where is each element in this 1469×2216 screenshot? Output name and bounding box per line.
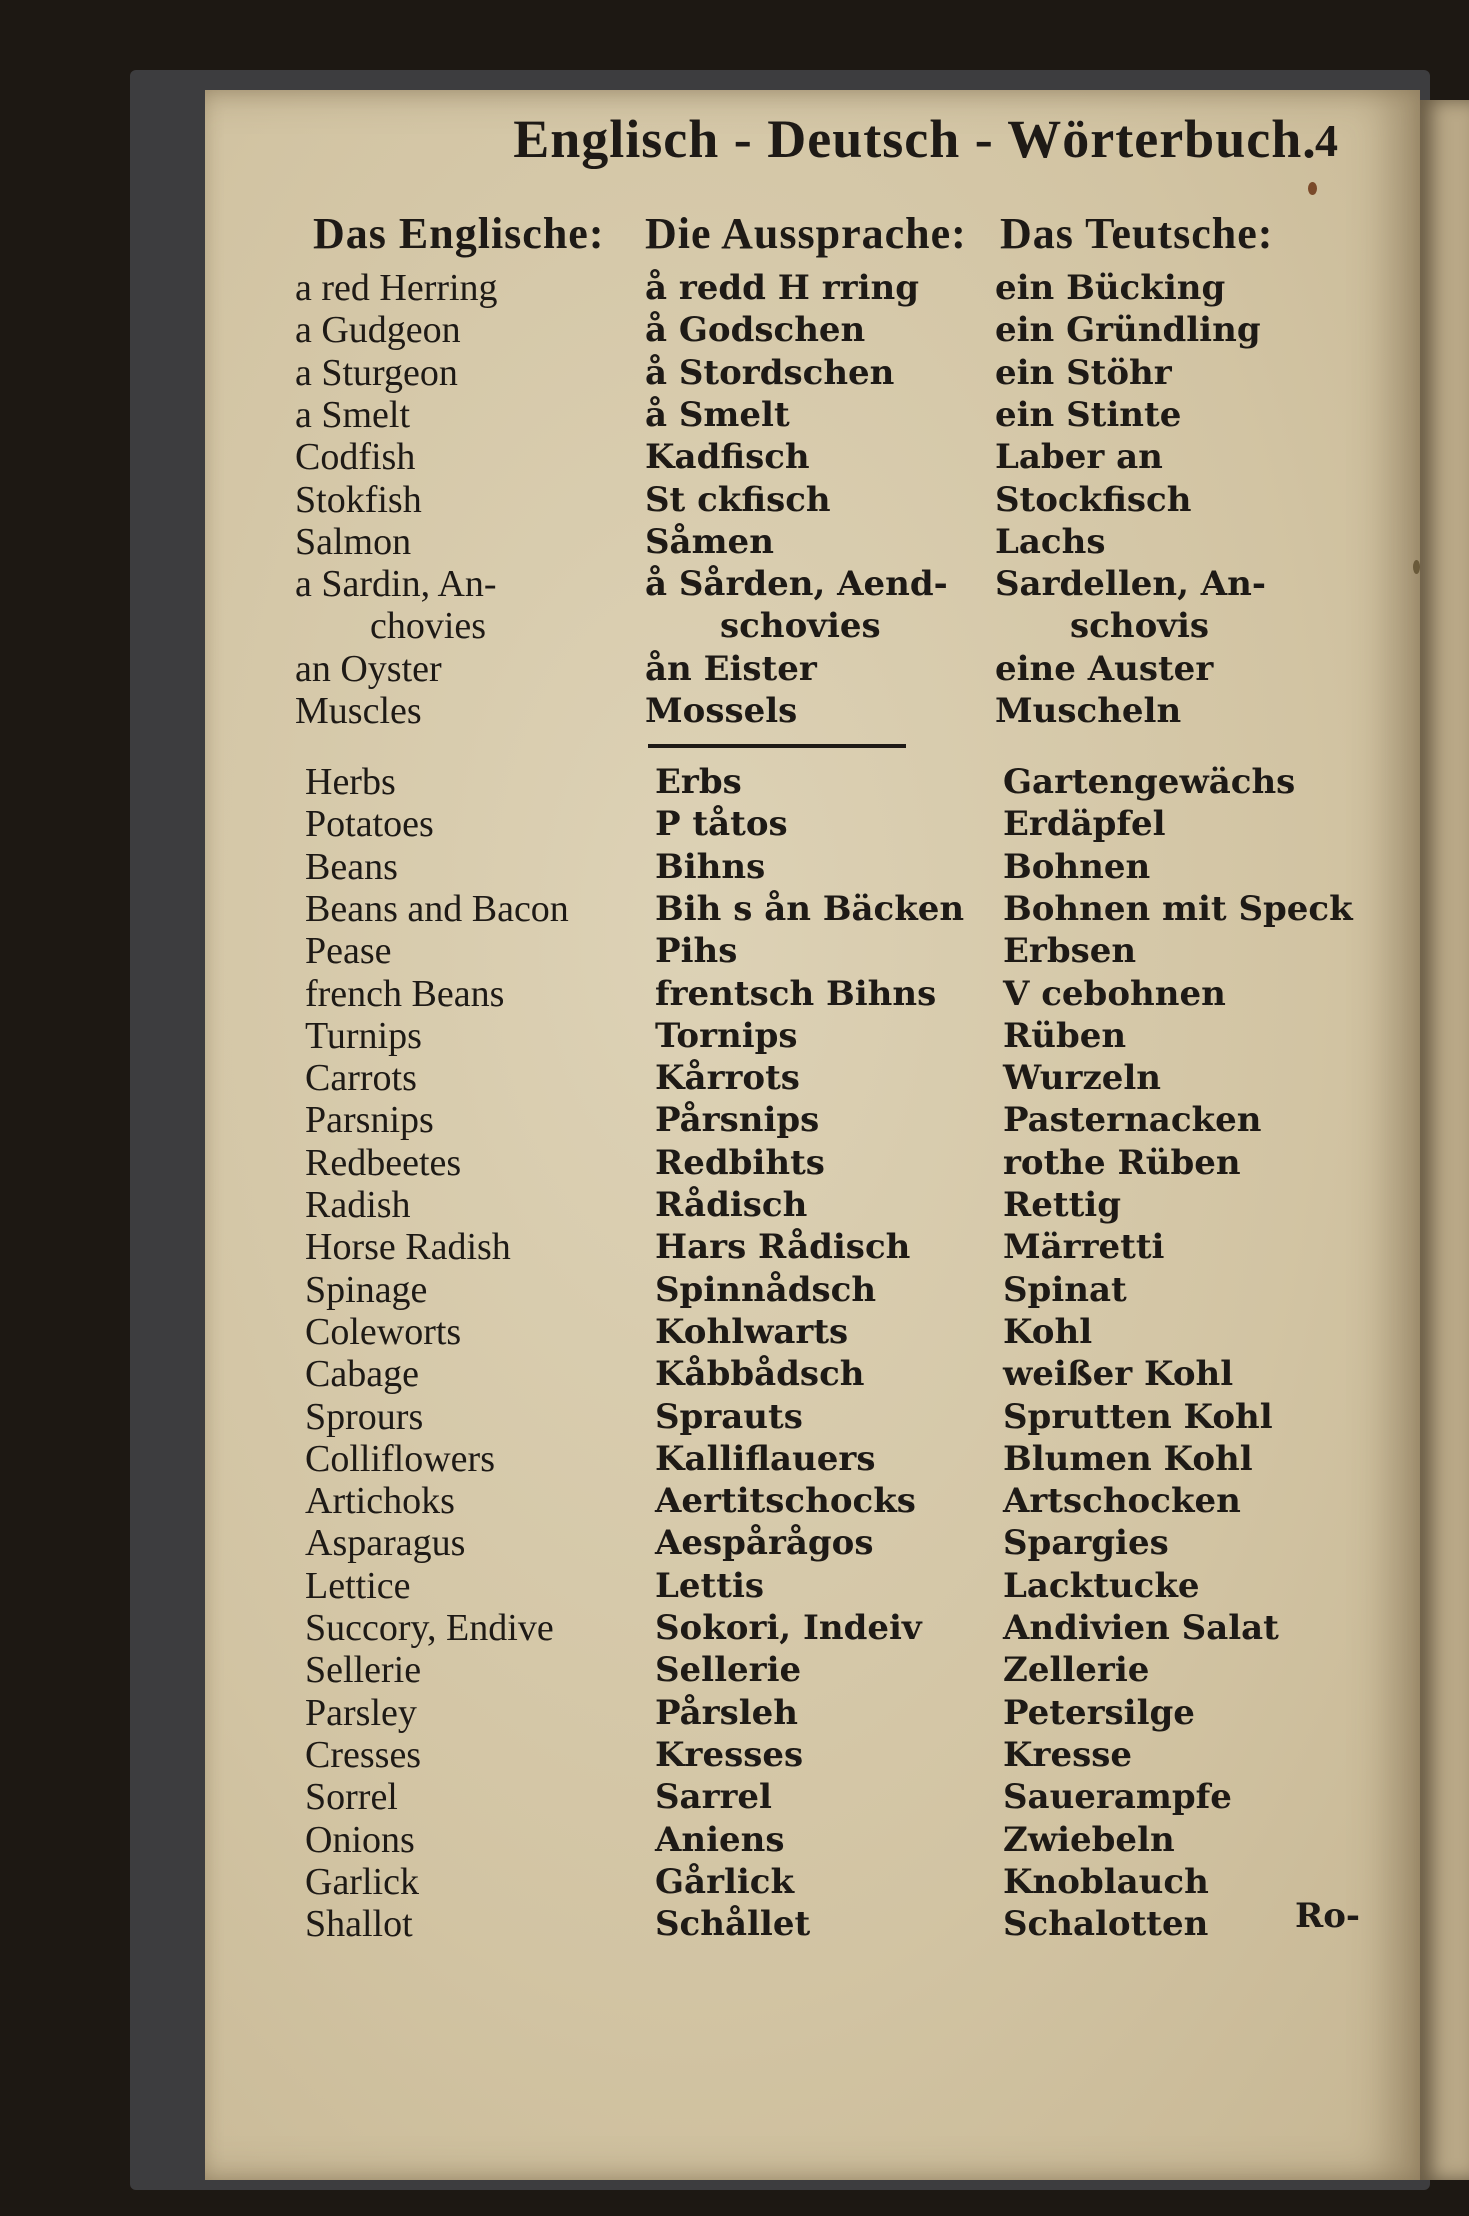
german-word: Lachs xyxy=(995,521,1106,562)
page-number: 4 xyxy=(1315,115,1338,166)
pronunciation: Kåbbådsch xyxy=(655,1354,865,1395)
german-word: Gartengewächs xyxy=(1003,762,1296,802)
english-word: Onions xyxy=(305,1818,415,1861)
entry-row xyxy=(205,520,1420,564)
english-word: Beans xyxy=(305,845,398,888)
german-word: Kresse xyxy=(1003,1734,1133,1775)
entry-row xyxy=(205,647,1420,691)
pronunciation: Tornips xyxy=(655,1015,798,1056)
entry-row xyxy=(205,1225,1420,1269)
entry-row xyxy=(205,1521,1420,1565)
german-word: Laber an xyxy=(995,437,1163,478)
english-word: Potatoes xyxy=(305,803,434,846)
english-word: Beans and Bacon xyxy=(305,887,569,930)
entry-row xyxy=(205,604,1420,648)
german-word: Spinat xyxy=(1003,1269,1127,1310)
pronunciation: å Smelt xyxy=(645,394,790,435)
english-word: Succory, Endive xyxy=(305,1607,554,1649)
german-word: Rettig xyxy=(1003,1185,1121,1225)
pronunciation: Kårrots xyxy=(655,1058,800,1099)
english-word: Salmon xyxy=(295,520,412,563)
german-word: Blumen Kohl xyxy=(1003,1438,1253,1479)
english-word: Cresses xyxy=(305,1733,422,1776)
english-word: Sellerie xyxy=(305,1649,422,1692)
german-word: V cebohnen xyxy=(1003,973,1226,1014)
english-word: a Smelt xyxy=(295,393,411,436)
pronunciation: Spinnådsch xyxy=(655,1269,877,1310)
entry-row xyxy=(205,802,1420,846)
pronunciation: Såmen xyxy=(645,521,774,562)
german-word: Pasternacken xyxy=(1003,1100,1262,1141)
stain-mark xyxy=(1413,560,1420,574)
english-word: Asparagus xyxy=(305,1522,466,1565)
german-word: Andivien Salat xyxy=(1003,1608,1279,1648)
pronunciation: ån Eister xyxy=(645,648,817,689)
pronunciation: Kadfisch xyxy=(645,437,810,478)
pronunciation: Pårsnips xyxy=(655,1100,820,1141)
entry-row xyxy=(205,478,1420,522)
german-word: Spargies xyxy=(1003,1523,1169,1564)
pronunciation: Redbihts xyxy=(655,1142,825,1183)
english-word: Parsley xyxy=(305,1691,417,1734)
english-word: Colliflowers xyxy=(305,1437,495,1480)
entry-row xyxy=(205,1860,1420,1904)
pronunciation: Kohlwarts xyxy=(655,1311,849,1352)
german-word: schovis xyxy=(1070,606,1210,647)
english-word: a Sardin, An- xyxy=(295,563,497,606)
pronunciation: Pihs xyxy=(655,931,738,972)
german-word: Lacktucke xyxy=(1003,1565,1200,1606)
adjacent-page-edge xyxy=(1420,100,1469,2180)
english-word: Horse Radish xyxy=(305,1226,511,1269)
running-head: Englisch - Deutsch - Wörterbuch. xyxy=(513,109,1317,169)
entry-row xyxy=(205,1564,1420,1608)
pronunciation: Kalliflauers xyxy=(655,1438,876,1479)
entry-row xyxy=(205,1691,1420,1735)
german-word: eine Auster xyxy=(995,648,1214,689)
german-word: Bohnen mit Speck xyxy=(1003,888,1353,929)
book-page xyxy=(205,90,1420,2180)
english-word: Sprours xyxy=(305,1395,424,1438)
entry-row xyxy=(205,351,1420,395)
german-word: Erdäpfel xyxy=(1003,804,1166,845)
english-word: Carrots xyxy=(305,1057,417,1100)
german-word: ein Stöhr xyxy=(995,352,1172,393)
entry-row xyxy=(205,1902,1420,1946)
pronunciation: å Godschen xyxy=(645,310,866,351)
entry-row xyxy=(205,689,1420,733)
pronunciation: Bihns xyxy=(655,846,766,887)
stain-mark xyxy=(1308,182,1317,195)
entry-row xyxy=(205,1395,1420,1439)
english-word: a Sturgeon xyxy=(295,351,458,394)
entry-row xyxy=(205,887,1420,931)
german-word: rothe Rüben xyxy=(1003,1142,1241,1183)
entry-row xyxy=(205,929,1420,973)
english-word: Radish xyxy=(305,1184,411,1226)
pronunciation: Pårsleh xyxy=(655,1692,799,1733)
german-word: Wurzeln xyxy=(1003,1058,1162,1099)
english-word: a Gudgeon xyxy=(295,309,461,352)
entry-row xyxy=(205,1479,1420,1523)
english-word: Herbs xyxy=(305,761,396,803)
entry-row xyxy=(205,308,1420,352)
entry-row xyxy=(205,1098,1420,1142)
english-word: Pease xyxy=(305,930,392,973)
pronunciation: St ckfisch xyxy=(645,479,831,520)
english-word: an Oyster xyxy=(295,647,442,690)
pronunciation: Bih s ån Bäcken xyxy=(655,888,965,929)
german-word: Märretti xyxy=(1003,1227,1165,1268)
entry-row xyxy=(205,1268,1420,1312)
entry-row xyxy=(205,1775,1420,1819)
entry-row xyxy=(205,972,1420,1016)
german-word: Bohnen xyxy=(1003,846,1151,887)
pronunciation: Sokori, Indeiv xyxy=(655,1608,922,1648)
entry-row xyxy=(205,1310,1420,1354)
english-word: Sorrel xyxy=(305,1776,398,1819)
column-heading-german: Das Teutsche: xyxy=(1000,209,1274,258)
german-word: ein Gründling xyxy=(995,310,1261,351)
pronunciation: Aniens xyxy=(655,1819,785,1860)
english-word: Codfish xyxy=(295,436,416,479)
entry-row xyxy=(205,1352,1420,1396)
english-word: Stokfish xyxy=(295,478,422,521)
german-word: Stockfisch xyxy=(995,479,1192,520)
entry-row xyxy=(205,393,1420,437)
entry-row xyxy=(205,1014,1420,1058)
english-word: Garlick xyxy=(305,1860,419,1903)
entry-row xyxy=(205,845,1420,889)
german-word: Schalotten xyxy=(1003,1904,1209,1945)
english-word: chovies xyxy=(370,605,487,648)
english-word: Shallot xyxy=(305,1903,413,1946)
english-word: Turnips xyxy=(305,1014,422,1057)
entry-row xyxy=(205,435,1420,479)
pronunciation: å redd H rring xyxy=(645,268,919,308)
english-word: Redbeetes xyxy=(305,1141,462,1184)
german-word: Sprutten Kohl xyxy=(1003,1396,1273,1437)
pronunciation: Sellerie xyxy=(655,1650,802,1691)
pronunciation: Sprauts xyxy=(655,1396,803,1437)
pronunciation: å Stordschen xyxy=(645,352,895,393)
section-divider xyxy=(648,744,906,748)
pronunciation: Aertitschocks xyxy=(655,1481,916,1522)
entry-row xyxy=(205,1056,1420,1100)
english-word: french Beans xyxy=(305,972,505,1015)
entry-row xyxy=(205,1141,1420,1185)
entry-row xyxy=(205,562,1420,606)
english-word: Lettice xyxy=(305,1564,411,1607)
german-word: Rüben xyxy=(1003,1015,1127,1056)
entry-row xyxy=(205,1606,1420,1650)
german-word: Erbsen xyxy=(1003,931,1137,972)
entry-row xyxy=(205,1183,1420,1227)
entry-row xyxy=(205,1818,1420,1862)
german-word: Petersilge xyxy=(1003,1692,1195,1733)
column-heading-pronunciation: Die Aussprache: xyxy=(645,209,967,258)
german-word: Sardellen, An- xyxy=(995,564,1266,605)
entry-row xyxy=(205,1648,1420,1692)
german-word: weißer Kohl xyxy=(1003,1354,1234,1395)
pronunciation: Schållet xyxy=(655,1904,811,1945)
pronunciation: Lettis xyxy=(655,1565,765,1606)
german-word: Zellerie xyxy=(1003,1650,1150,1691)
pronunciation: Erbs xyxy=(655,762,742,802)
column-heading-english: Das Englische: xyxy=(313,209,605,258)
english-word: Cabage xyxy=(305,1353,419,1396)
pronunciation: Rådisch xyxy=(655,1185,808,1225)
german-word: ein Stinte xyxy=(995,394,1182,435)
entry-row xyxy=(205,760,1420,804)
german-word: Kohl xyxy=(1003,1311,1093,1352)
english-word: Muscles xyxy=(295,690,422,732)
english-word: Spinage xyxy=(305,1268,428,1311)
pronunciation: å Sården, Aend- xyxy=(645,564,948,605)
entry-row xyxy=(205,266,1420,310)
pronunciation: schovies xyxy=(720,606,881,647)
pronunciation: Aespårågos xyxy=(655,1523,874,1564)
english-word: a red Herring xyxy=(295,267,498,309)
pronunciation: Kresses xyxy=(655,1734,804,1775)
german-word: ein Bücking xyxy=(995,268,1226,308)
entry-row xyxy=(205,1733,1420,1777)
pronunciation: Sarrel xyxy=(655,1777,772,1818)
german-word: Knoblauch xyxy=(1003,1861,1209,1902)
english-word: Artichoks xyxy=(305,1480,455,1523)
entry-row xyxy=(205,1437,1420,1481)
pronunciation: frentsch Bihns xyxy=(655,973,937,1014)
german-word: Muscheln xyxy=(995,691,1182,731)
english-word: Parsnips xyxy=(305,1099,434,1142)
english-word: Coleworts xyxy=(305,1310,462,1353)
german-word: Artschocken xyxy=(1003,1481,1241,1522)
german-word: Sauerampfe xyxy=(1003,1777,1232,1818)
pronunciation: Mossels xyxy=(645,691,798,731)
pronunciation: Hars Rådisch xyxy=(655,1227,911,1268)
catchword: Ro- xyxy=(1295,1896,1361,1936)
german-word: Zwiebeln xyxy=(1003,1819,1175,1860)
pronunciation: P tåtos xyxy=(655,804,788,845)
pronunciation: Gårlick xyxy=(655,1861,795,1902)
